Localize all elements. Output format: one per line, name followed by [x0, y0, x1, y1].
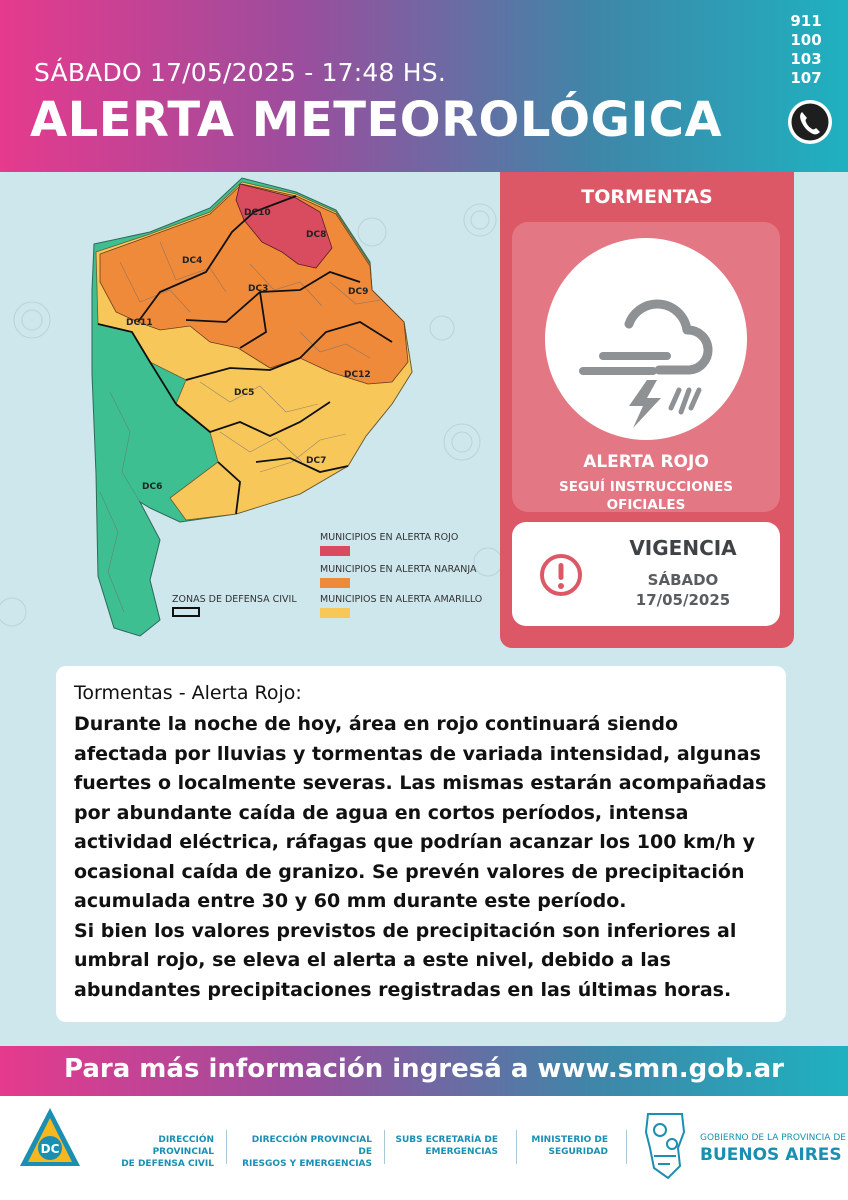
legend-label: MUNICIPIOS EN ALERTA NARANJA	[320, 564, 477, 575]
legend-item-red	[320, 532, 458, 556]
phone-number: 107	[790, 69, 822, 87]
org-defensa-civil: DIRECCIÓN PROVINCIAL DE DEFENSA CIVIL	[121, 1135, 214, 1169]
province-emblem-icon	[640, 1108, 690, 1182]
alert-map	[0, 172, 500, 662]
vigencia-date: SÁBADO 17/05/2025	[635, 571, 731, 609]
dc-logo-text: DC	[40, 1142, 60, 1156]
zone-label: DC4	[182, 256, 203, 266]
legend-swatch	[172, 607, 200, 617]
description-title: Tormentas - Alerta Rojo:	[74, 682, 302, 704]
exclamation-icon	[538, 552, 584, 598]
province-map	[0, 172, 500, 662]
footer-banner	[0, 1046, 848, 1096]
vigencia-title: VIGENCIA	[629, 536, 737, 560]
vigencia-box	[512, 522, 780, 626]
zone-label: DC7	[306, 456, 327, 466]
legend-item-yellow	[320, 594, 482, 618]
alert-description	[56, 666, 786, 1022]
legend-swatch	[320, 578, 350, 588]
zone-label: DC6	[142, 482, 163, 492]
storm-icon	[545, 238, 747, 440]
zone-label: DC12	[344, 370, 371, 380]
phone-number: 103	[790, 50, 822, 68]
zone-label: DC5	[234, 388, 255, 398]
phone-icon	[786, 98, 834, 146]
legend-swatch	[320, 546, 350, 556]
divider	[626, 1130, 627, 1164]
org-riesgos-emergencias: DIRECCIÓN PROVINCIAL DE RIESGOS Y EMERGENCIAS	[242, 1135, 372, 1169]
zone-label: DC8	[306, 230, 327, 240]
phenomenon-title: TORMENTAS	[581, 186, 713, 208]
alert-instructions: SEGUÍ INSTRUCCIONES OFICIALES	[559, 479, 733, 513]
divider	[384, 1130, 385, 1164]
emergency-numbers	[786, 12, 826, 88]
province-name: BUENOS AIRES	[700, 1145, 842, 1165]
page-title: ALERTA METEOROLÓGICA	[30, 92, 723, 148]
zone-label: DC3	[248, 284, 269, 294]
description-paragraph: Durante la noche de hoy, área en rojo continuará siendo afectada por lluvias y tormentas de variada intensidad, algunas fuertes o localmente severas. Las mismas estarán acompañadas por abundante caída de agua en cortos períodos, intensa actividad eléctrica, ráfagas que podrían acanzar los 100 km/h y ocasional caída de granizo. Se prevén valores de precipitación acumulada entre 30 y 60 mm durante este período.	[74, 713, 767, 912]
org-ministerio: MINISTERIO DE SEGURIDAD	[531, 1135, 608, 1157]
org-subsecretaria: SUBS ECRETARÍA DE EMERGENCIAS	[395, 1135, 498, 1157]
icon-circle	[545, 238, 747, 440]
more-info-link[interactable]: Para más información ingresá a www.smn.gob.ar	[63, 1054, 784, 1084]
zone-label: DC11	[126, 318, 153, 328]
legend-label: MUNICIPIOS EN ALERTA ROJO	[320, 532, 459, 543]
zone-label: DC10	[244, 208, 271, 218]
institutional-footer	[0, 1096, 848, 1200]
phone-number: 100	[790, 31, 822, 49]
header-banner	[0, 0, 848, 172]
description-paragraph: Si bien los valores previstos de precipitación son inferiores al umbral rojo, se eleva el alerta a este nivel, debido a las abundantes precipitaciones registradas en las últimas horas.	[74, 919, 737, 1001]
legend-swatch	[320, 608, 350, 618]
government-label: GOBIERNO DE LA PROVINCIA DE	[700, 1133, 846, 1143]
alert-panel	[500, 172, 794, 648]
phone-number: 911	[790, 12, 822, 30]
defensa-civil-logo	[18, 1106, 82, 1182]
zone-label: DC9	[348, 287, 369, 297]
legend-label: ZONAS DE DEFENSA CIVIL	[172, 594, 297, 605]
alert-level: ALERTA ROJO	[583, 452, 709, 472]
divider	[516, 1130, 517, 1164]
legend-item-zones	[172, 594, 297, 617]
alert-date: SÁBADO 17/05/2025 - 17:48 HS.	[34, 58, 446, 87]
legend-label: MUNICIPIOS EN ALERTA AMARILLO	[320, 594, 483, 605]
description-body	[74, 710, 774, 1005]
divider	[226, 1130, 227, 1164]
alert-card	[512, 222, 780, 512]
legend-item-orange	[320, 564, 477, 588]
